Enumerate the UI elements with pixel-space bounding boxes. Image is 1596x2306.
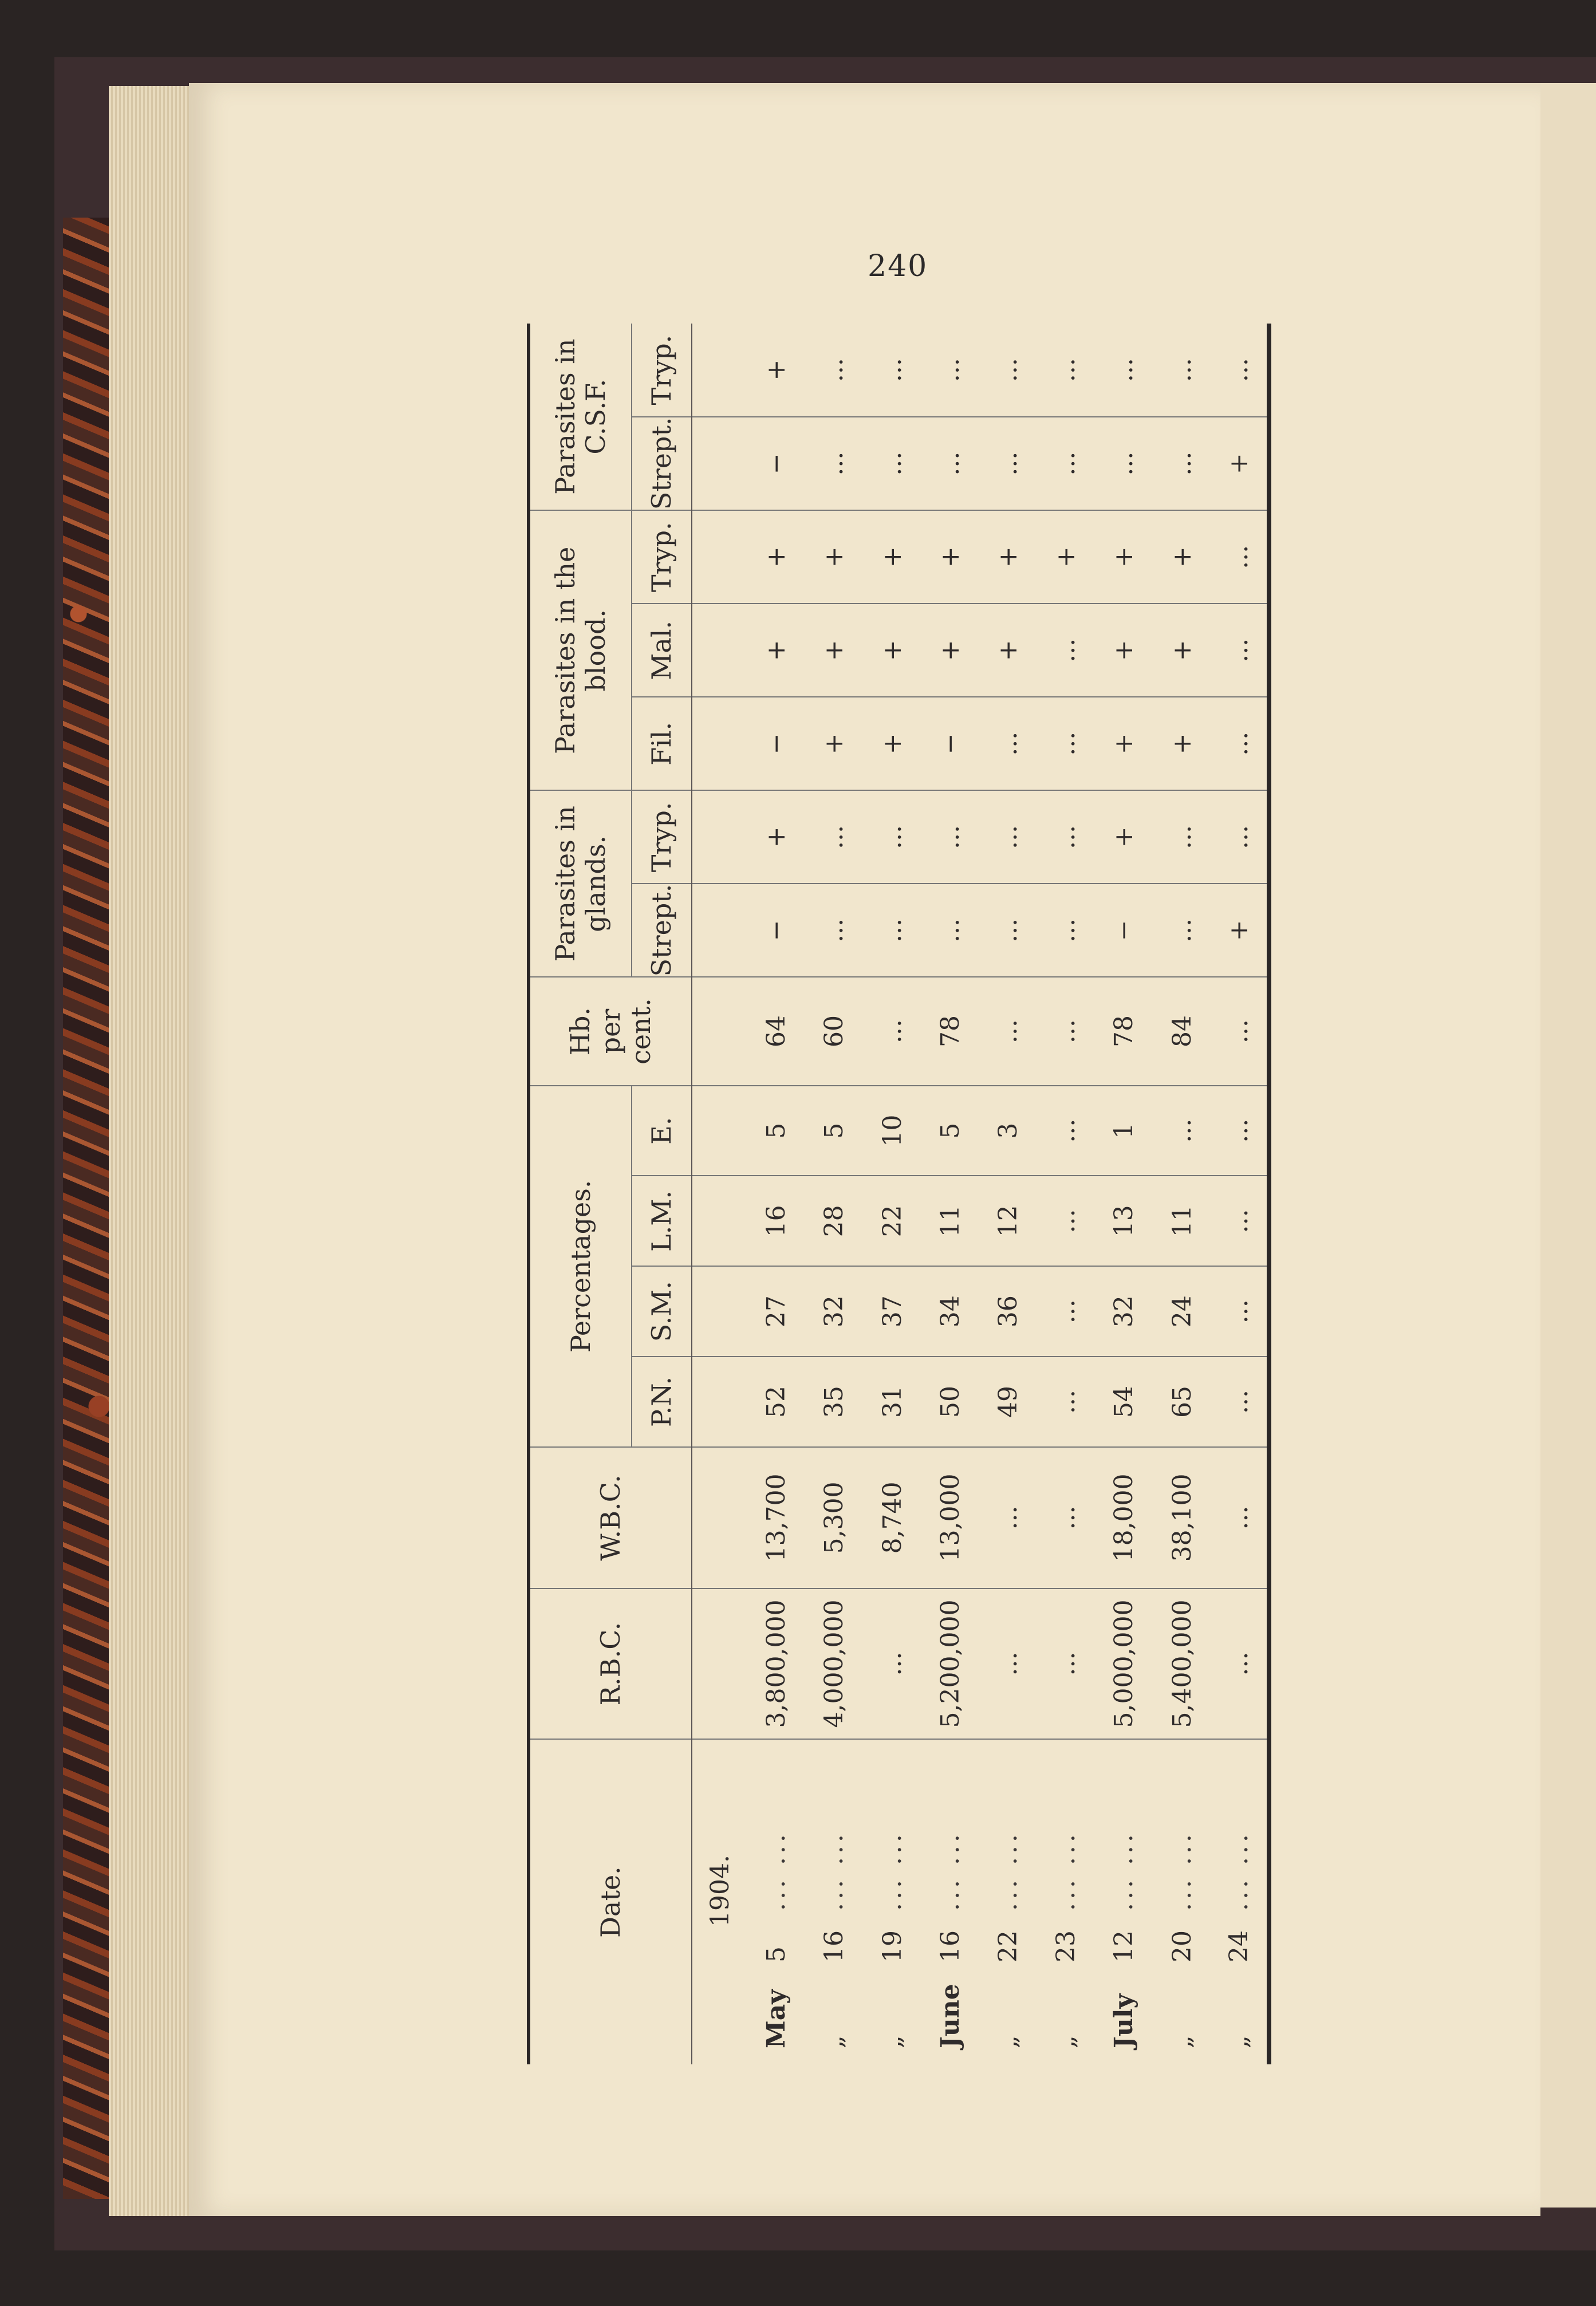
cell-g-strept: − [1095, 884, 1153, 977]
date-cell [747, 1739, 805, 2064]
date-month: May [762, 1989, 791, 2048]
date-day: 19 [877, 1930, 907, 1962]
header-csf-strept: Strept. [632, 417, 692, 510]
cell-lm: 16 [747, 1176, 805, 1267]
header-csf-tryp: Tryp. [632, 324, 692, 417]
cell-c-tryp: ... [1037, 324, 1095, 417]
date-month: „ [1051, 2035, 1081, 2048]
leader-dots: ... ... [877, 1831, 907, 1911]
cell-b-tryp: + [1153, 510, 1211, 604]
table-row [805, 324, 863, 2064]
table-row [1095, 324, 1153, 2064]
cell-hb: ... [1211, 977, 1269, 1085]
cell-b-fil: + [805, 697, 863, 790]
header-glands-line2: glands. [580, 835, 611, 932]
date-day: 16 [819, 1930, 849, 1962]
cell-rbc: 5,200,000 [921, 1588, 979, 1739]
cell-hb: 78 [1095, 977, 1153, 1085]
cell-e: 5 [805, 1086, 863, 1176]
cell-pn: 49 [979, 1357, 1037, 1447]
table-row [1211, 324, 1269, 2064]
date-day: 5 [762, 1946, 791, 1962]
cell-c-tryp: ... [1211, 324, 1269, 417]
cell-c-tryp: ... [864, 324, 921, 417]
cell-c-tryp: ... [805, 324, 863, 417]
cell-g-strept: + [1211, 884, 1269, 977]
cell-sm: ... [1211, 1266, 1269, 1357]
cell-wbc: 5,300 [805, 1447, 863, 1588]
cell-rbc: 5,400,000 [1153, 1588, 1211, 1739]
cell-rbc: ... [1211, 1588, 1269, 1739]
cell-b-tryp: + [921, 510, 979, 604]
cell-c-strept: − [747, 417, 805, 510]
leader-dots: ... ... [1109, 1831, 1139, 1911]
date-day: 22 [994, 1930, 1023, 1962]
cell-c-strept: ... [921, 417, 979, 510]
cell-sm: 24 [1153, 1266, 1211, 1357]
header-e: E. [632, 1086, 692, 1176]
date-month: July [1109, 1993, 1139, 2048]
cell-b-mal: + [979, 604, 1037, 697]
cell-b-fil: + [864, 697, 921, 790]
year-spacer [692, 697, 747, 790]
cell-b-fil: ... [1037, 697, 1095, 790]
cell-pn: 31 [864, 1357, 921, 1447]
date-cell [1037, 1739, 1095, 2064]
cell-e: ... [1037, 1086, 1095, 1176]
cell-e: ... [1153, 1086, 1211, 1176]
table-row [1037, 324, 1095, 2064]
cell-b-fil: ... [979, 697, 1037, 790]
header-lm: L.M. [632, 1176, 692, 1267]
cell-b-mal: + [1153, 604, 1211, 697]
cell-lm: 11 [1153, 1176, 1211, 1267]
cell-rbc: 5,000,000 [1095, 1588, 1153, 1739]
cell-b-tryp: + [979, 510, 1037, 604]
year-spacer [692, 977, 747, 1085]
table-row [1153, 324, 1211, 2064]
cell-g-tryp: + [1095, 790, 1153, 884]
date-month: „ [877, 2035, 907, 2048]
year-spacer [692, 417, 747, 510]
cell-hb: 78 [921, 977, 979, 1085]
cell-g-strept: ... [979, 884, 1037, 977]
year-spacer [692, 1588, 747, 1739]
date-cell [805, 1739, 863, 2064]
page-number: 240 [868, 249, 928, 283]
cell-pn: ... [1211, 1357, 1269, 1447]
header-wbc: W.B.C. [529, 1447, 692, 1588]
cell-hb: ... [1037, 977, 1095, 1085]
date-cell [921, 1739, 979, 2064]
cell-sm: ... [1037, 1266, 1095, 1357]
cell-hb: 84 [1153, 977, 1211, 1085]
table-row [921, 324, 979, 2064]
date-cell [864, 1739, 921, 2064]
cell-b-tryp: + [864, 510, 921, 604]
cell-c-tryp: ... [921, 324, 979, 417]
leader-dots: ... ... [819, 1831, 849, 1911]
leader-dots: ... ... [762, 1831, 791, 1911]
cell-b-tryp: + [805, 510, 863, 604]
header-glands [529, 790, 632, 977]
cell-b-fil: − [921, 697, 979, 790]
header-blood-line2: blood. [580, 609, 611, 692]
cell-b-tryp: ... [1211, 510, 1269, 604]
cell-c-strept: ... [1153, 417, 1211, 510]
cell-c-strept: + [1211, 417, 1269, 510]
cell-lm: 13 [1095, 1176, 1153, 1267]
leader-dots: ... ... [1167, 1831, 1197, 1911]
header-blood [529, 510, 632, 790]
year-spacer [692, 1357, 747, 1447]
cell-g-strept: ... [921, 884, 979, 977]
cell-wbc: 13,700 [747, 1447, 805, 1588]
header-glands-tryp: Tryp. [632, 790, 692, 884]
cell-e: 1 [1095, 1086, 1153, 1176]
cell-rbc: ... [1037, 1588, 1095, 1739]
header-blood-line1: Parasites in the [550, 546, 581, 754]
cell-b-tryp: + [747, 510, 805, 604]
year-row [692, 324, 747, 2064]
header-csf-line1: Parasites in [550, 338, 581, 495]
year-spacer [692, 324, 747, 417]
date-day: 12 [1109, 1930, 1139, 1962]
header-csf-line2: C.S.F. [580, 379, 611, 455]
cell-b-mal: + [921, 604, 979, 697]
date-day: 20 [1167, 1930, 1197, 1962]
cell-g-tryp: ... [921, 790, 979, 884]
cell-c-strept: ... [1037, 417, 1095, 510]
header-glands-line1: Parasites in [550, 806, 581, 962]
cell-c-tryp: + [747, 324, 805, 417]
cell-sm: 37 [864, 1266, 921, 1357]
cell-pn: 50 [921, 1357, 979, 1447]
marbled-edge [63, 218, 115, 2199]
leader-dots: ... ... [1051, 1831, 1081, 1911]
header-hb-line2: per [595, 1008, 626, 1054]
cell-g-tryp: ... [805, 790, 863, 884]
cell-b-fil: ... [1211, 697, 1269, 790]
year-spacer [692, 790, 747, 884]
cell-rbc: ... [979, 1588, 1037, 1739]
cell-lm: ... [1211, 1176, 1269, 1267]
cell-wbc: ... [979, 1447, 1037, 1588]
date-day: 23 [1051, 1930, 1081, 1962]
cell-b-tryp: + [1037, 510, 1095, 604]
header-percentages: Percentages. [529, 1086, 632, 1447]
year-spacer [692, 1176, 747, 1267]
cell-pn: 54 [1095, 1357, 1153, 1447]
cell-sm: 27 [747, 1266, 805, 1357]
cell-lm: 28 [805, 1176, 863, 1267]
cell-hb: ... [864, 977, 921, 1085]
cell-e: 5 [921, 1086, 979, 1176]
cell-pn: 35 [805, 1357, 863, 1447]
cell-b-mal: + [805, 604, 863, 697]
cell-wbc: 38,100 [1153, 1447, 1211, 1588]
cell-c-tryp: ... [1095, 324, 1153, 417]
date-cell [1211, 1739, 1269, 2064]
cell-b-mal: ... [1037, 604, 1095, 697]
cell-rbc: ... [864, 1588, 921, 1739]
cell-hb: ... [979, 977, 1037, 1085]
cell-g-strept: ... [864, 884, 921, 977]
leader-dots: ... ... [1224, 1831, 1254, 1911]
cell-b-mal: + [1095, 604, 1153, 697]
cell-b-fil: + [1153, 697, 1211, 790]
date-month: „ [1224, 2035, 1254, 2048]
cell-g-tryp: ... [1211, 790, 1269, 884]
cell-g-strept: ... [1037, 884, 1095, 977]
cell-c-strept: ... [805, 417, 863, 510]
cell-rbc: 3,800,000 [747, 1588, 805, 1739]
header-hb-line1: Hb. [565, 1007, 596, 1056]
cell-c-strept: ... [979, 417, 1037, 510]
date-month: „ [1167, 2035, 1197, 2048]
cell-c-tryp: ... [1153, 324, 1211, 417]
header-blood-fil: Fil. [632, 697, 692, 790]
date-month: June [935, 1984, 965, 2048]
cell-lm: ... [1037, 1176, 1095, 1267]
cell-sm: 36 [979, 1266, 1037, 1357]
cell-b-mal: + [747, 604, 805, 697]
facing-page-edge [1540, 83, 1596, 2208]
header-sm: S.M. [632, 1266, 692, 1357]
date-month: „ [819, 2035, 849, 2048]
cell-pn: 52 [747, 1357, 805, 1447]
table-body [692, 324, 1269, 2064]
blood-findings-table [527, 324, 1271, 2064]
cell-g-tryp: ... [1037, 790, 1095, 884]
year-spacer [692, 884, 747, 977]
cell-sm: 32 [805, 1266, 863, 1357]
table-row [979, 324, 1037, 2064]
cell-b-tryp: + [1095, 510, 1153, 604]
header-blood-tryp: Tryp. [632, 510, 692, 604]
cell-hb: 64 [747, 977, 805, 1085]
cell-lm: 22 [864, 1176, 921, 1267]
header-date: Date. [529, 1739, 692, 2064]
leader-dots: ... ... [994, 1831, 1023, 1911]
cell-wbc: 13,000 [921, 1447, 979, 1588]
table-row [864, 324, 921, 2064]
cell-wbc: ... [1037, 1447, 1095, 1588]
date-day: 16 [935, 1930, 965, 1962]
date-cell [979, 1739, 1037, 2064]
cell-g-tryp: ... [979, 790, 1037, 884]
cell-wbc: ... [1211, 1447, 1269, 1588]
cell-c-strept: ... [1095, 417, 1153, 510]
cell-b-fil: + [1095, 697, 1153, 790]
cell-sm: 34 [921, 1266, 979, 1357]
header-glands-strept: Strept. [632, 884, 692, 977]
cell-b-fil: − [747, 697, 805, 790]
cell-g-strept: ... [1153, 884, 1211, 977]
date-day: 24 [1224, 1930, 1254, 1962]
cell-g-strept: − [747, 884, 805, 977]
year-label: 1904. [705, 1855, 735, 1927]
cell-sm: 32 [1095, 1266, 1153, 1357]
cell-c-strept: ... [864, 417, 921, 510]
date-cell [1153, 1739, 1211, 2064]
cell-g-tryp: + [747, 790, 805, 884]
header-pn: P.N. [632, 1357, 692, 1447]
cell-pn: ... [1037, 1357, 1095, 1447]
cell-hb: 60 [805, 977, 863, 1085]
header-rbc: R.B.C. [529, 1588, 692, 1739]
year-spacer [692, 604, 747, 697]
date-month: „ [994, 2035, 1023, 2048]
header-hb-line3: cent. [625, 998, 656, 1065]
cell-wbc: 18,000 [1095, 1447, 1153, 1588]
cell-rbc: 4,000,000 [805, 1588, 863, 1739]
year-spacer [692, 1086, 747, 1176]
cell-g-tryp: ... [864, 790, 921, 884]
cell-e: ... [1211, 1086, 1269, 1176]
table-row [747, 324, 805, 2064]
year-spacer [692, 510, 747, 604]
rotated-table-container [527, 324, 1271, 2064]
cell-pn: 65 [1153, 1357, 1211, 1447]
year-spacer [692, 1447, 747, 1588]
cell-e: 5 [747, 1086, 805, 1176]
cell-wbc: 8,740 [864, 1447, 921, 1588]
header-blood-mal: Mal. [632, 604, 692, 697]
date-cell [1095, 1739, 1153, 2064]
header-csf [529, 324, 632, 510]
year-spacer [692, 1266, 747, 1357]
cell-c-tryp: ... [979, 324, 1037, 417]
cell-lm: 11 [921, 1176, 979, 1267]
header-hb [529, 977, 692, 1085]
cell-g-tryp: ... [1153, 790, 1211, 884]
leader-dots: ... ... [935, 1831, 965, 1911]
cell-lm: 12 [979, 1176, 1037, 1267]
cell-e: 10 [864, 1086, 921, 1176]
cell-b-mal: ... [1211, 604, 1269, 697]
cell-e: 3 [979, 1086, 1037, 1176]
cell-g-strept: ... [805, 884, 863, 977]
cell-b-mal: + [864, 604, 921, 697]
